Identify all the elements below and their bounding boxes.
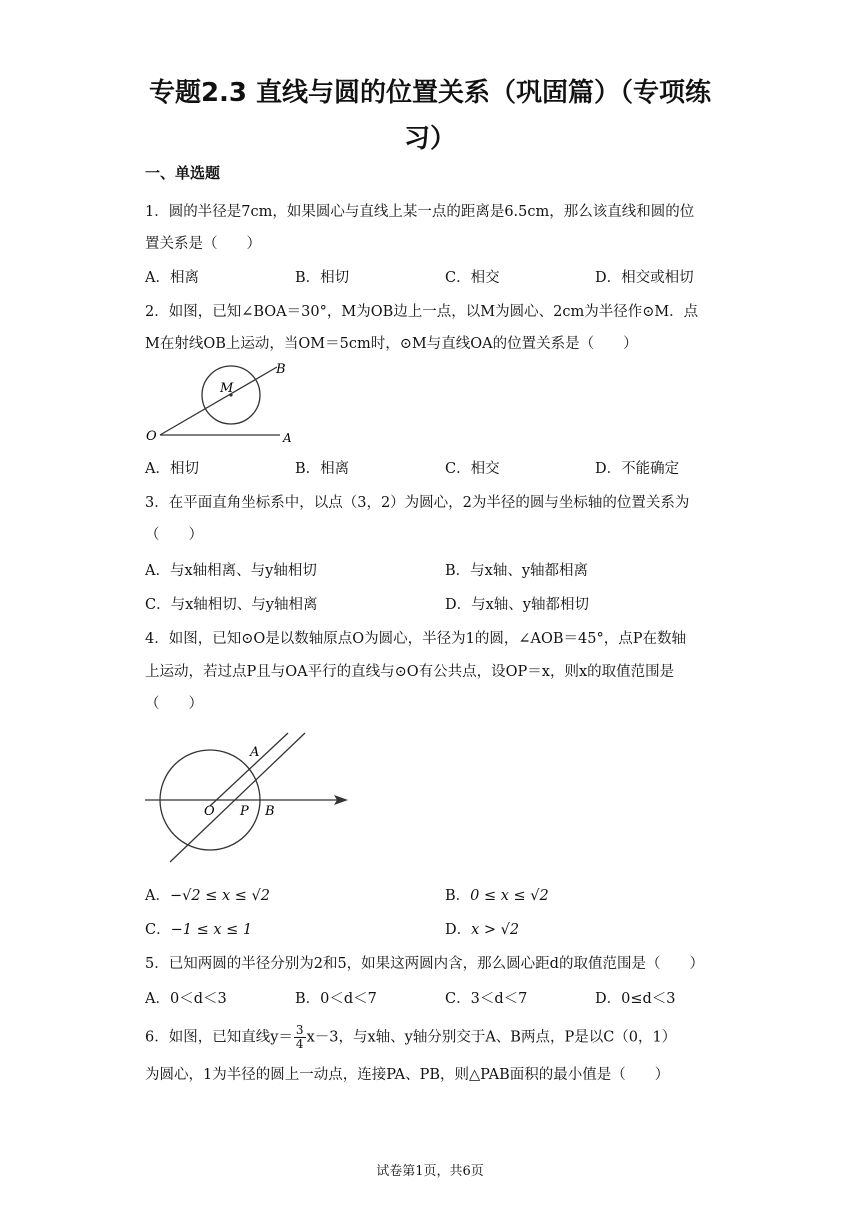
q1-option-d[interactable]: D．相交或相切 <box>595 270 694 286</box>
q6-stem <box>145 1024 676 1051</box>
q2-option-c[interactable]: C．相交 <box>445 461 500 477</box>
q6-stem-suffix: x－3，与x轴、y轴分别交于A、B两点，P是以C（0，1） <box>306 1029 677 1046</box>
label-a: A <box>283 431 292 445</box>
page-title: 专题2.3 直线与圆的位置关系（巩固篇）（专项练 <box>148 78 712 108</box>
q2-figure <box>140 355 300 450</box>
q6-fraction <box>294 1024 306 1051</box>
q5-stem: 5．已知两圆的半径分别为2和5，如果这两圆内含，那么圆心距d的取值范围是（ ） <box>145 956 704 972</box>
q4-stem: 4．如图，已知⊙O是以数轴原点O为圆心，半径为1的圆，∠AOB＝45°，点P在数轴 <box>145 631 686 647</box>
label-o: O <box>204 804 215 819</box>
label-b: B <box>265 804 275 819</box>
q6-stem-prefix: 6．如图，已知直线y＝ <box>145 1029 293 1046</box>
q3-option-d[interactable]: D．与x轴、y轴都相切 <box>445 597 589 613</box>
q5-option-d[interactable]: D．0≤d＜3 <box>595 991 676 1007</box>
q3-option-b[interactable]: B．与x轴、y轴都相离 <box>445 563 589 579</box>
q4-option-c[interactable] <box>145 918 252 939</box>
q6-stem-cont: 为圆心，1为半径的圆上一动点，连接PA、PB，则△PAB面积的最小值是（ ） <box>145 1067 670 1083</box>
q4-option-c-expr: −1 ≤ x ≤ 1 <box>170 922 253 938</box>
q5-option-a[interactable]: A．0＜d＜3 <box>145 991 227 1007</box>
q4-option-a-expr: −√2 ≤ x ≤ √2 <box>169 888 270 904</box>
page-footer: 试卷第1页，共6页 <box>376 1164 484 1179</box>
label-b: B <box>276 362 286 377</box>
q2-stem: 2．如图，已知∠BOA＝30°，M为OB边上一点，以M为圆心、2cm为半径作⊙M．点 <box>145 304 699 320</box>
q3-stem: 3．在平面直角坐标系中，以点（3，2）为圆心，2为半径的圆与坐标轴的位置关系为 <box>145 495 690 511</box>
q4-stem-cont: 上运动，若过点P且与OA平行的直线与⊙O有公共点，设OP＝x，则x的取值范围是 <box>145 664 675 680</box>
q5-option-b[interactable]: B．0＜d＜7 <box>295 991 377 1007</box>
q2-option-a[interactable]: A．相切 <box>145 461 199 477</box>
q6-fraction-num: 3 <box>295 1023 304 1037</box>
page-title-cont: 习） <box>403 124 456 154</box>
label-m: M <box>220 381 234 396</box>
q1-option-b[interactable]: B．相切 <box>295 270 350 286</box>
q6-fraction-den: 4 <box>295 1037 304 1051</box>
ray-oa <box>210 733 288 806</box>
q4-option-b-expr: 0 ≤ x ≤ √2 <box>470 888 549 904</box>
q5-option-c[interactable]: C．3＜d＜7 <box>445 991 528 1007</box>
q1-stem: 1．圆的半径是7cm，如果圆心与直线上某一点的距离是6.5cm，那么该直线和圆的位 <box>145 204 695 220</box>
label-p: P <box>240 804 249 819</box>
q4-option-a[interactable] <box>145 884 270 905</box>
parallel-line-p <box>170 733 305 862</box>
q2-stem-cont: M在射线OB上运动，当OM＝5cm时，⊙M与直线OA的位置关系是（ ） <box>145 336 638 352</box>
q4-figure <box>140 730 360 870</box>
q1-option-c[interactable]: C．相交 <box>445 270 500 286</box>
q4-option-d-expr: x > √2 <box>471 922 520 938</box>
q4-option-d-label: D． <box>445 922 472 938</box>
label-o: O <box>146 429 157 444</box>
q1-option-a[interactable]: A．相离 <box>145 270 199 286</box>
q2-option-b[interactable]: B．相离 <box>295 461 350 477</box>
q4-option-c-label: C． <box>145 922 171 938</box>
q4-stem-cont2: （ ） <box>145 696 203 712</box>
label-a: A <box>250 745 260 760</box>
q4-option-b-label: B． <box>445 888 471 904</box>
q4-option-d[interactable] <box>445 918 519 939</box>
q3-option-c[interactable]: C．与x轴相切、与y轴相离 <box>145 597 318 613</box>
q4-option-b[interactable] <box>445 884 549 905</box>
q2-option-d[interactable]: D．不能确定 <box>595 461 680 477</box>
q3-option-a[interactable]: A．与x轴相离、与y轴相切 <box>145 563 317 579</box>
q3-stem-cont: （ ） <box>145 527 203 543</box>
section-heading: 一、单选题 <box>145 164 221 182</box>
q4-option-a-label: A． <box>145 888 170 904</box>
q1-stem-cont: 置关系是（ ） <box>145 236 261 252</box>
